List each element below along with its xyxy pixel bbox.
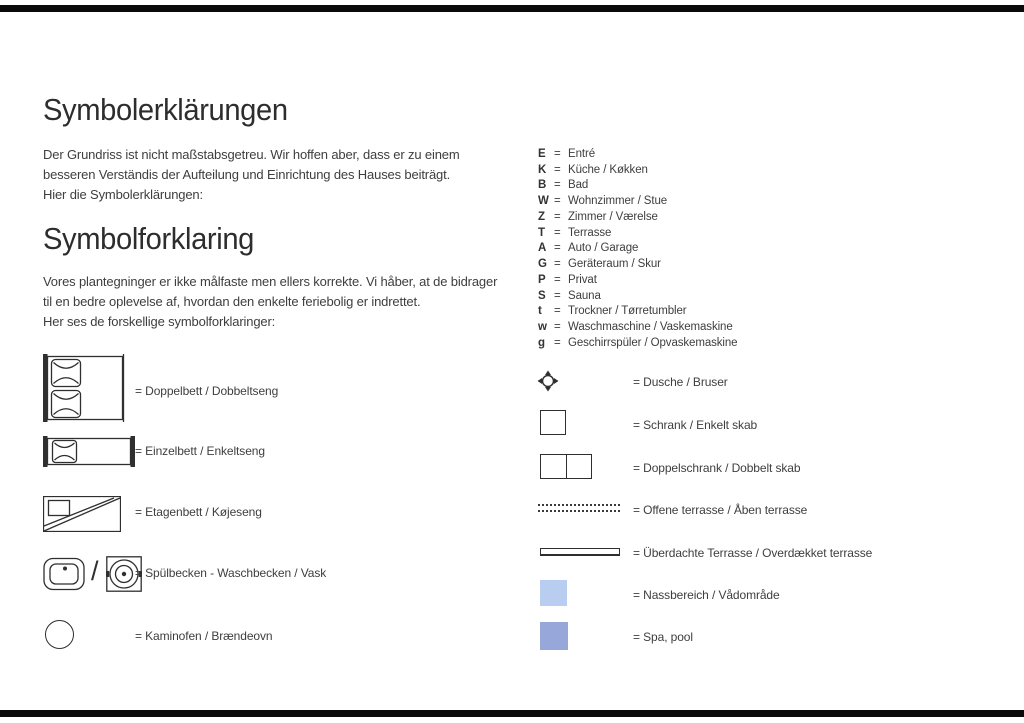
legend-row [538, 288, 737, 304]
double-bed-label: = Doppelbett / Dobbeltseng [135, 384, 279, 398]
legend-row [538, 335, 737, 351]
wet-area-icon [540, 580, 567, 606]
legend-label: Auto / Garage [568, 242, 639, 255]
equals-sign: = [554, 179, 561, 192]
legend-key: B [538, 179, 547, 192]
legend-label: Geräteraum / Skur [568, 258, 661, 271]
equals-sign: = [554, 195, 561, 208]
cabinet-label: = Schrank / Enkelt skab [633, 418, 758, 432]
equals-sign: = [554, 258, 561, 271]
legend-label: Zimmer / Værelse [568, 210, 658, 223]
kitchen-sink-icon [43, 556, 85, 592]
open-terrace-icon [538, 504, 620, 512]
covered-terrace-icon [540, 548, 620, 556]
legend-row [538, 304, 737, 320]
covered-terrace-label: = Überdachte Terrasse / Overdækket terrasse [633, 546, 873, 560]
legend-label: Terrasse [568, 226, 612, 239]
legend-key: W [538, 195, 549, 208]
legend-row [538, 193, 737, 209]
spa-pool-label: = Spa, pool [633, 630, 693, 644]
shower-label: = Dusche / Bruser [633, 375, 728, 389]
equals-sign: = [554, 147, 561, 160]
legend-label: Geschirrspüler / Opvaskemaskine [568, 336, 738, 349]
intro-danish-line1: Vores plantegninger er ikke målfaste men ellers korrekte. Vi håber, at de bidrager [43, 274, 498, 289]
slash-separator: / [91, 556, 99, 586]
equals-sign: = [554, 305, 561, 318]
legend-row [538, 178, 737, 194]
single-bed-icon [43, 436, 135, 467]
legend-key: K [538, 163, 547, 176]
equals-sign: = [554, 163, 561, 176]
legend-row [538, 162, 737, 178]
double-cabinet-icon [540, 454, 592, 479]
open-terrace-label: = Offene terrasse / Åben terrasse [633, 503, 808, 517]
legend-row [538, 225, 737, 241]
double-bed-icon [43, 354, 127, 423]
equals-sign: = [554, 289, 561, 302]
legend-row [538, 209, 737, 225]
top-divider-bar [0, 5, 1024, 12]
equals-sign: = [554, 242, 561, 255]
legend-key: Z [538, 210, 546, 223]
legend-row [538, 319, 737, 335]
title-danish: Symbolforklaring [43, 221, 255, 256]
cabinet-icon [540, 410, 566, 435]
legend-key: A [538, 242, 547, 255]
equals-sign: = [554, 273, 561, 286]
double-cabinet-label: = Doppelschrank / Dobbelt skab [633, 461, 801, 475]
sink-label: = Spülbecken - Waschbecken / Vask [135, 566, 327, 580]
cabinet-divider [566, 455, 567, 478]
legend-label: Wohnzimmer / Stue [568, 195, 668, 208]
title-german: Symbolerklärungen [43, 92, 288, 127]
legend-label: Trockner / Tørretumbler [568, 305, 687, 318]
shower-icon [537, 370, 559, 392]
intro-danish-line3: Her ses de forskellige symbolforklaringer: [43, 314, 276, 329]
legend-row [538, 272, 737, 288]
single-bed-label: = Einzelbett / Enkeltseng [135, 444, 265, 458]
room-letter-legend [538, 146, 737, 351]
legend-label: Küche / Køkken [568, 163, 648, 176]
legend-label: Waschmaschine / Vaskemaskine [568, 321, 733, 334]
legend-label: Sauna [568, 289, 601, 302]
bottom-divider-bar [0, 710, 1024, 717]
intro-danish [43, 272, 497, 332]
wet-area-label: = Nassbereich / Vådområde [633, 588, 780, 602]
legend-row [538, 256, 737, 272]
wood-stove-label: = Kaminofen / Brændeovn [135, 629, 273, 643]
legend-key: t [538, 305, 542, 318]
legend-label: Entré [568, 147, 595, 160]
legend-key: P [538, 273, 546, 286]
legend-key: G [538, 258, 547, 271]
equals-sign: = [554, 336, 561, 349]
legend-label: Bad [568, 179, 589, 192]
spa-pool-icon [540, 622, 568, 650]
legend-row [538, 146, 737, 162]
legend-key: T [538, 226, 546, 239]
intro-german-line1: Der Grundriss ist nicht maßstabsgetreu. Wir hoffen aber, dass er zu einem [43, 147, 460, 162]
legend-row [538, 241, 737, 257]
intro-german-line3: Hier die Symbolerklärungen: [43, 187, 203, 202]
equals-sign: = [554, 226, 561, 239]
legend-key: E [538, 147, 546, 160]
legend-key: S [538, 289, 546, 302]
intro-danish-line2: til en bedre oplevelse af, hvordan den enkelte feriebolig er indrettet. [43, 294, 421, 309]
legend-key: g [538, 336, 546, 349]
equals-sign: = [554, 210, 561, 223]
bunk-bed-label: = Etagenbett / Køjeseng [135, 505, 262, 519]
equals-sign: = [554, 321, 561, 334]
wood-stove-icon [45, 620, 74, 649]
intro-german [43, 145, 460, 205]
legend-key: w [538, 321, 547, 334]
legend-label: Privat [568, 273, 597, 286]
intro-german-line2: besseren Verständis der Aufteilung und Einrichtung des Hauses beiträgt. [43, 167, 451, 182]
bunk-bed-icon [43, 496, 121, 532]
